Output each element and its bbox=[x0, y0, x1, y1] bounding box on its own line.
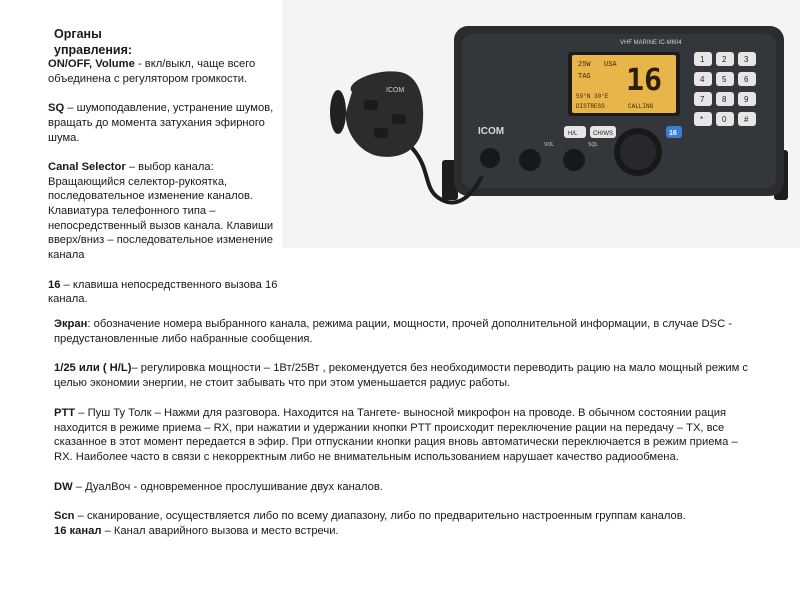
scn-paragraph bbox=[54, 509, 754, 524]
onoff-text: - вкл/выкл, чаще всего объединена с регулятором громкости. bbox=[48, 58, 256, 85]
functions-description bbox=[54, 317, 754, 539]
dw-text: – ДуалВоч - одновременное прослушивание двух каналов. bbox=[72, 480, 383, 493]
title-line-2: управления: bbox=[54, 43, 133, 57]
handheld-microphone[interactable] bbox=[346, 71, 423, 157]
lcd-power: 25W bbox=[578, 61, 591, 69]
lcd-position: 59°N 30°E bbox=[576, 93, 609, 100]
keypad-key-label: 3 bbox=[744, 55, 749, 64]
power-term: 1/25 или ( H/L) bbox=[54, 362, 132, 375]
slide-title bbox=[52, 26, 172, 58]
ptt-term: PTT bbox=[54, 406, 76, 419]
radio-illustration bbox=[282, 0, 800, 248]
keypad-key-label: 6 bbox=[744, 75, 749, 84]
keypad-key-label: 0 bbox=[722, 115, 727, 124]
scn-term: Scn bbox=[54, 510, 75, 523]
canal-text-1: – выбор канала: bbox=[125, 160, 214, 173]
dw-paragraph bbox=[54, 480, 754, 495]
ptt-paragraph bbox=[54, 406, 754, 465]
brand-logo: ICOM bbox=[478, 126, 505, 137]
lcd-channel: 16 bbox=[626, 63, 663, 98]
scn-text: – сканирование, осуществляется либо по всему диапазону, либо по предварительно настроенным группам каналов. bbox=[74, 510, 686, 523]
power-paragraph bbox=[54, 361, 754, 391]
ptt-text: – Пуш Ту Толк – Нажми для разговора. Находится на Тангете- выносной микрофон на проводе. В обычном состоянии рация находится в режиме приема – RX, при нажатии и удержании кнопки PTT происходит переключение рации на передачу – TX, все сказанное в этот момент передается в эфир. При отпускании кнопки рация вновь автоматически переключается в режим приема – RX. Наиболее часто в связи с некорректным либо не внимательным использованием нарушает качество радиообмена. bbox=[54, 406, 738, 464]
dw-term: DW bbox=[54, 480, 73, 493]
ch16-term: 16 bbox=[48, 278, 61, 291]
volume-knob[interactable] bbox=[519, 149, 541, 171]
canal-paragraph bbox=[48, 160, 284, 263]
lcd-line-2: CALLING bbox=[628, 103, 654, 110]
ch16-paragraph bbox=[48, 278, 284, 307]
mic-down-button[interactable] bbox=[392, 114, 406, 124]
title-line-1: Органы bbox=[54, 27, 102, 41]
screen-paragraph bbox=[54, 317, 754, 347]
onoff-paragraph bbox=[48, 57, 284, 86]
sq-paragraph bbox=[48, 101, 284, 145]
lcd-line-1: DISTRESS bbox=[576, 103, 605, 110]
keypad-key-label: 2 bbox=[722, 55, 727, 64]
chws-button-label: CH/WS bbox=[593, 131, 613, 137]
sq-text: – шумоподавление, устранение шумов, вращать до момента затухания эфирного шума. bbox=[48, 102, 274, 144]
squelch-knob[interactable] bbox=[563, 149, 585, 171]
ch16-emergency-paragraph bbox=[54, 524, 754, 539]
hl-button-label: H/L bbox=[568, 131, 578, 137]
onoff-term: ON/OFF, Volume bbox=[48, 58, 135, 70]
keypad-key-label: # bbox=[744, 115, 749, 124]
keypad-key-label: 4 bbox=[700, 75, 705, 84]
model-label: VHF MARINE IC-M604 bbox=[620, 40, 682, 46]
screen-term: Экран bbox=[54, 318, 88, 330]
keypad-key-label: 8 bbox=[722, 95, 727, 104]
controls-description bbox=[48, 57, 284, 322]
keypad-key-label: 1 bbox=[700, 55, 705, 64]
canal-text-2: Вращающийся селектор-рукоятка, последовательное изменение каналов. Клавиатура телефонного типа – непосредственный вызов канала. Клавиши вверх/вниз – последовательное изменение канала bbox=[48, 175, 274, 262]
sql-label: SQL bbox=[588, 142, 599, 148]
vol-label: VOL bbox=[544, 142, 555, 148]
lcd-mode: TAG bbox=[578, 73, 591, 81]
keypad-key-label: * bbox=[700, 115, 704, 124]
sq-term: SQ bbox=[48, 102, 65, 115]
keypad-key-label: 7 bbox=[700, 95, 705, 104]
screen-text: : обозначение номера выбранного канала, режима рации, мощности, прочей дополнительной информации, в случае DSC - предустановленные либо набранные сообщения. bbox=[54, 318, 733, 345]
ptt-button[interactable] bbox=[330, 90, 346, 134]
mic-16-button[interactable] bbox=[374, 128, 388, 138]
mic-jack bbox=[480, 148, 500, 168]
keypad-key-label: 5 bbox=[722, 75, 727, 84]
ch16-emergency-term: 16 канал bbox=[54, 525, 102, 538]
mic-up-button[interactable] bbox=[364, 100, 378, 110]
ch16-button-label: 16 bbox=[669, 130, 677, 137]
mic-brand: ICOM bbox=[386, 87, 405, 94]
ch16-text: – клавиша непосредственного вызова 16 канала. bbox=[48, 278, 278, 306]
lcd-region: USA bbox=[604, 61, 617, 69]
canal-term: Canal Selector bbox=[48, 160, 126, 173]
power-text: – регулировка мощности – 1Вт/25Вт , рекомендуется без необходимости переводить рацию на мало мощный режим с целью экономии энергии, не стоит забывать что при этом уменьшается радиус работы. bbox=[54, 362, 748, 390]
ch16-emergency-text: – Канал аварийного вызова и место встречи. bbox=[101, 525, 339, 538]
keypad-key-label: 9 bbox=[744, 95, 749, 104]
radio-photo bbox=[282, 0, 800, 248]
